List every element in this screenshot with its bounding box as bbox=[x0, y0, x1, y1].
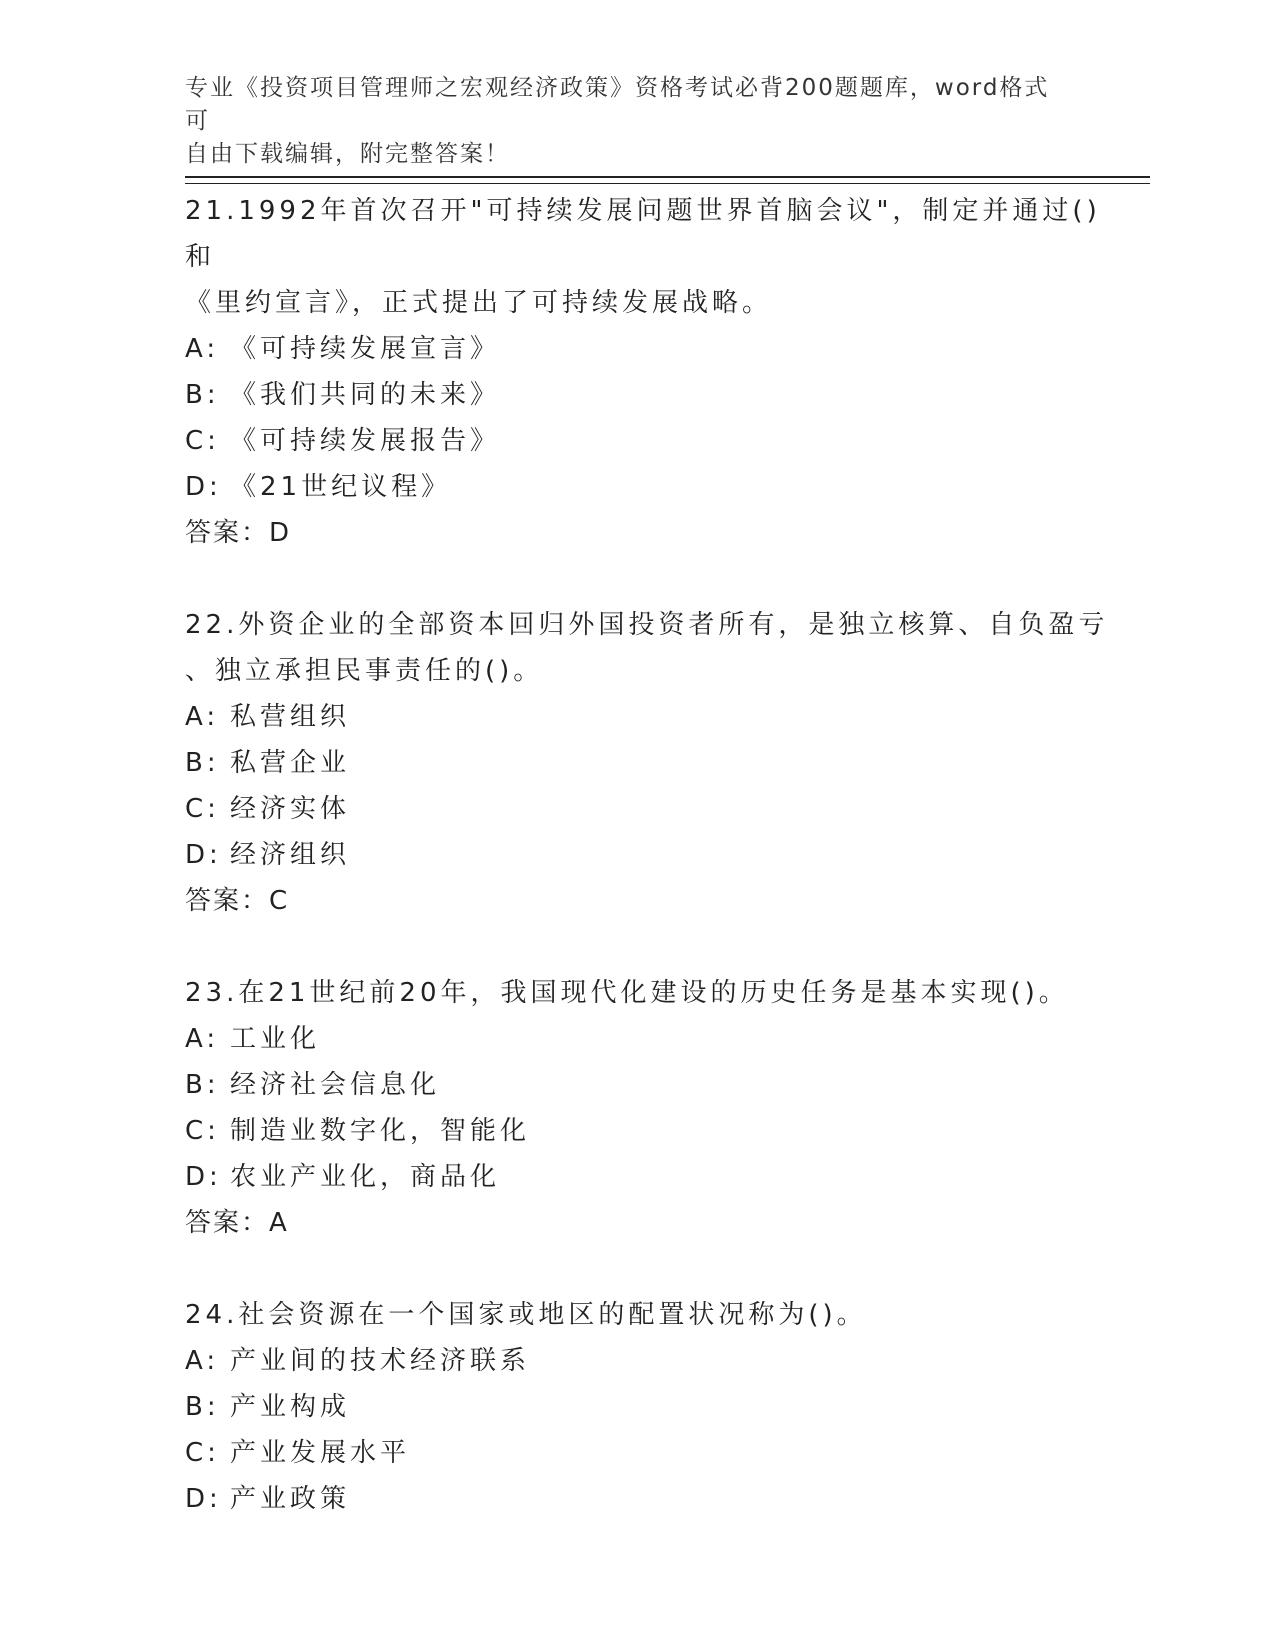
option-b bbox=[185, 1062, 1115, 1108]
option-letter: A: bbox=[185, 702, 220, 732]
option-d bbox=[185, 832, 1115, 878]
question-stem-line-1: 24.社会资源在一个国家或地区的配置状况称为()。 bbox=[185, 1300, 867, 1330]
option-c bbox=[185, 418, 1115, 464]
option-text: 经济组织 bbox=[230, 840, 351, 870]
option-letter: D: bbox=[185, 1484, 222, 1514]
question-stem-line-1: 22.外资企业的全部资本回归外国投资者所有，是独立核算、自负盈亏 bbox=[185, 610, 1109, 640]
option-letter: C: bbox=[185, 1438, 220, 1468]
question-stem-line-2: 、独立承担民事责任的()。 bbox=[185, 656, 544, 686]
option-letter: A: bbox=[185, 1024, 220, 1054]
option-text: 《21世纪议程》 bbox=[230, 472, 452, 502]
option-text: 私营组织 bbox=[230, 702, 351, 732]
option-letter: B: bbox=[185, 380, 220, 410]
option-text: 产业间的技术经济联系 bbox=[230, 1346, 531, 1376]
option-b bbox=[185, 1384, 1115, 1430]
question-22 bbox=[185, 602, 1115, 924]
option-b bbox=[185, 372, 1115, 418]
option-text: 产业构成 bbox=[230, 1392, 351, 1422]
option-text: 产业政策 bbox=[230, 1484, 351, 1514]
question-list bbox=[185, 188, 1115, 1568]
document-header bbox=[185, 72, 1065, 171]
option-text: 《我们共同的未来》 bbox=[230, 380, 501, 410]
option-letter: B: bbox=[185, 1070, 220, 1100]
option-c bbox=[185, 1430, 1115, 1476]
option-letter: C: bbox=[185, 1116, 220, 1146]
question-stem-line-1: 21.1992年首次召开"可持续发展问题世界首脑会议"，制定并通过()和 bbox=[185, 196, 1101, 272]
option-letter: D: bbox=[185, 1162, 222, 1192]
option-letter: D: bbox=[185, 840, 222, 870]
option-b bbox=[185, 740, 1115, 786]
option-letter: B: bbox=[185, 748, 220, 778]
header-divider bbox=[185, 176, 1150, 184]
answer-line: 答案：D bbox=[185, 518, 292, 548]
option-text: 经济社会信息化 bbox=[230, 1070, 441, 1100]
option-text: 农业产业化，商品化 bbox=[230, 1162, 501, 1192]
option-text: 经济实体 bbox=[230, 794, 351, 824]
option-letter: B: bbox=[185, 1392, 220, 1422]
question-24 bbox=[185, 1292, 1115, 1522]
option-text: 制造业数字化，智能化 bbox=[230, 1116, 531, 1146]
option-text: 《可持续发展宣言》 bbox=[230, 334, 501, 364]
option-c bbox=[185, 786, 1115, 832]
question-23 bbox=[185, 970, 1115, 1246]
option-text: 私营企业 bbox=[230, 748, 351, 778]
answer-line: 答案：A bbox=[185, 1208, 289, 1238]
option-a bbox=[185, 694, 1115, 740]
option-text: 《可持续发展报告》 bbox=[230, 426, 501, 456]
option-a bbox=[185, 1016, 1115, 1062]
header-line-1: 专业《投资项目管理师之宏观经济政策》资格考试必背200题题库，word格式可 bbox=[185, 75, 1050, 134]
option-letter: C: bbox=[185, 794, 220, 824]
option-d bbox=[185, 1154, 1115, 1200]
option-a bbox=[185, 1338, 1115, 1384]
question-21 bbox=[185, 188, 1115, 556]
option-letter: C: bbox=[185, 426, 220, 456]
answer-line: 答案：C bbox=[185, 886, 290, 916]
question-stem-line-2: 《里约宣言》，正式提出了可持续发展战略。 bbox=[185, 288, 773, 318]
option-letter: D: bbox=[185, 472, 222, 502]
option-letter: A: bbox=[185, 1346, 220, 1376]
option-text: 工业化 bbox=[230, 1024, 321, 1054]
option-a bbox=[185, 326, 1115, 372]
question-stem-line-1: 23.在21世纪前20年，我国现代化建设的历史任务是基本实现()。 bbox=[185, 978, 1069, 1008]
header-line-2: 自由下载编辑，附完整答案！ bbox=[185, 141, 510, 167]
option-letter: A: bbox=[185, 334, 220, 364]
option-d bbox=[185, 1476, 1115, 1522]
option-text: 产业发展水平 bbox=[230, 1438, 411, 1468]
option-c bbox=[185, 1108, 1115, 1154]
option-d bbox=[185, 464, 1115, 510]
